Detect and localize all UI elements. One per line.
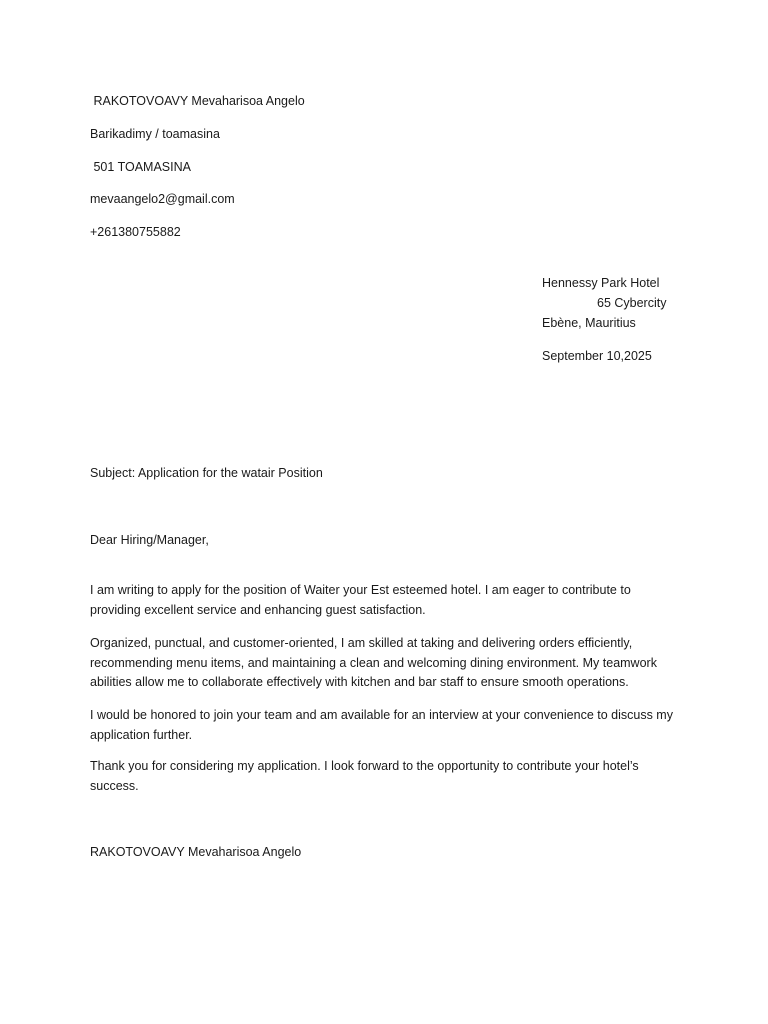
recipient-city: Ebène, Mauritius (542, 316, 636, 330)
recipient-name: Hennessy Park Hotel (542, 276, 660, 290)
salutation: Dear Hiring/Manager, (90, 533, 209, 547)
body-paragraph-4: Thank you for considering my application. I look forward to the opportunity to contribute your hotel’s success. (90, 759, 639, 793)
sender-name: RAKOTOVOAVY Mevaharisoa Angelo (90, 94, 305, 108)
letter-subject: Subject: Application for the watair Position (90, 466, 323, 480)
recipient-street: 65 Cybercity (597, 296, 667, 310)
signature: RAKOTOVOAVY Mevaharisoa Angelo (90, 845, 302, 859)
letter-date: September 10,2025 (542, 349, 652, 363)
sender-phone: +261380755882 (90, 225, 181, 239)
sender-city: 501 TOAMASINA (90, 160, 191, 174)
sender-address: Barikadimy / toamasina (90, 127, 220, 141)
body-paragraph-1: I am writing to apply for the position of Waiter your Est esteemed hotel. I am eager to contribute to providing excellent service and enhancing guest satisfaction. (90, 583, 631, 617)
body-paragraph-3: I would be honored to join your team and am available for an interview at your convenience to discuss my application further. (90, 708, 673, 742)
body-paragraph-2: Organized, punctual, and customer-oriented, I am skilled at taking and delivering orders efficiently, recommending menu items, and maintaining a clean and welcoming dining environment. My teamwork abilities allow me to collaborate effectively with kitchen and bar staff to ensure smooth operations. (90, 636, 657, 689)
sender-email: mevaangelo2@gmail.com (90, 192, 235, 206)
